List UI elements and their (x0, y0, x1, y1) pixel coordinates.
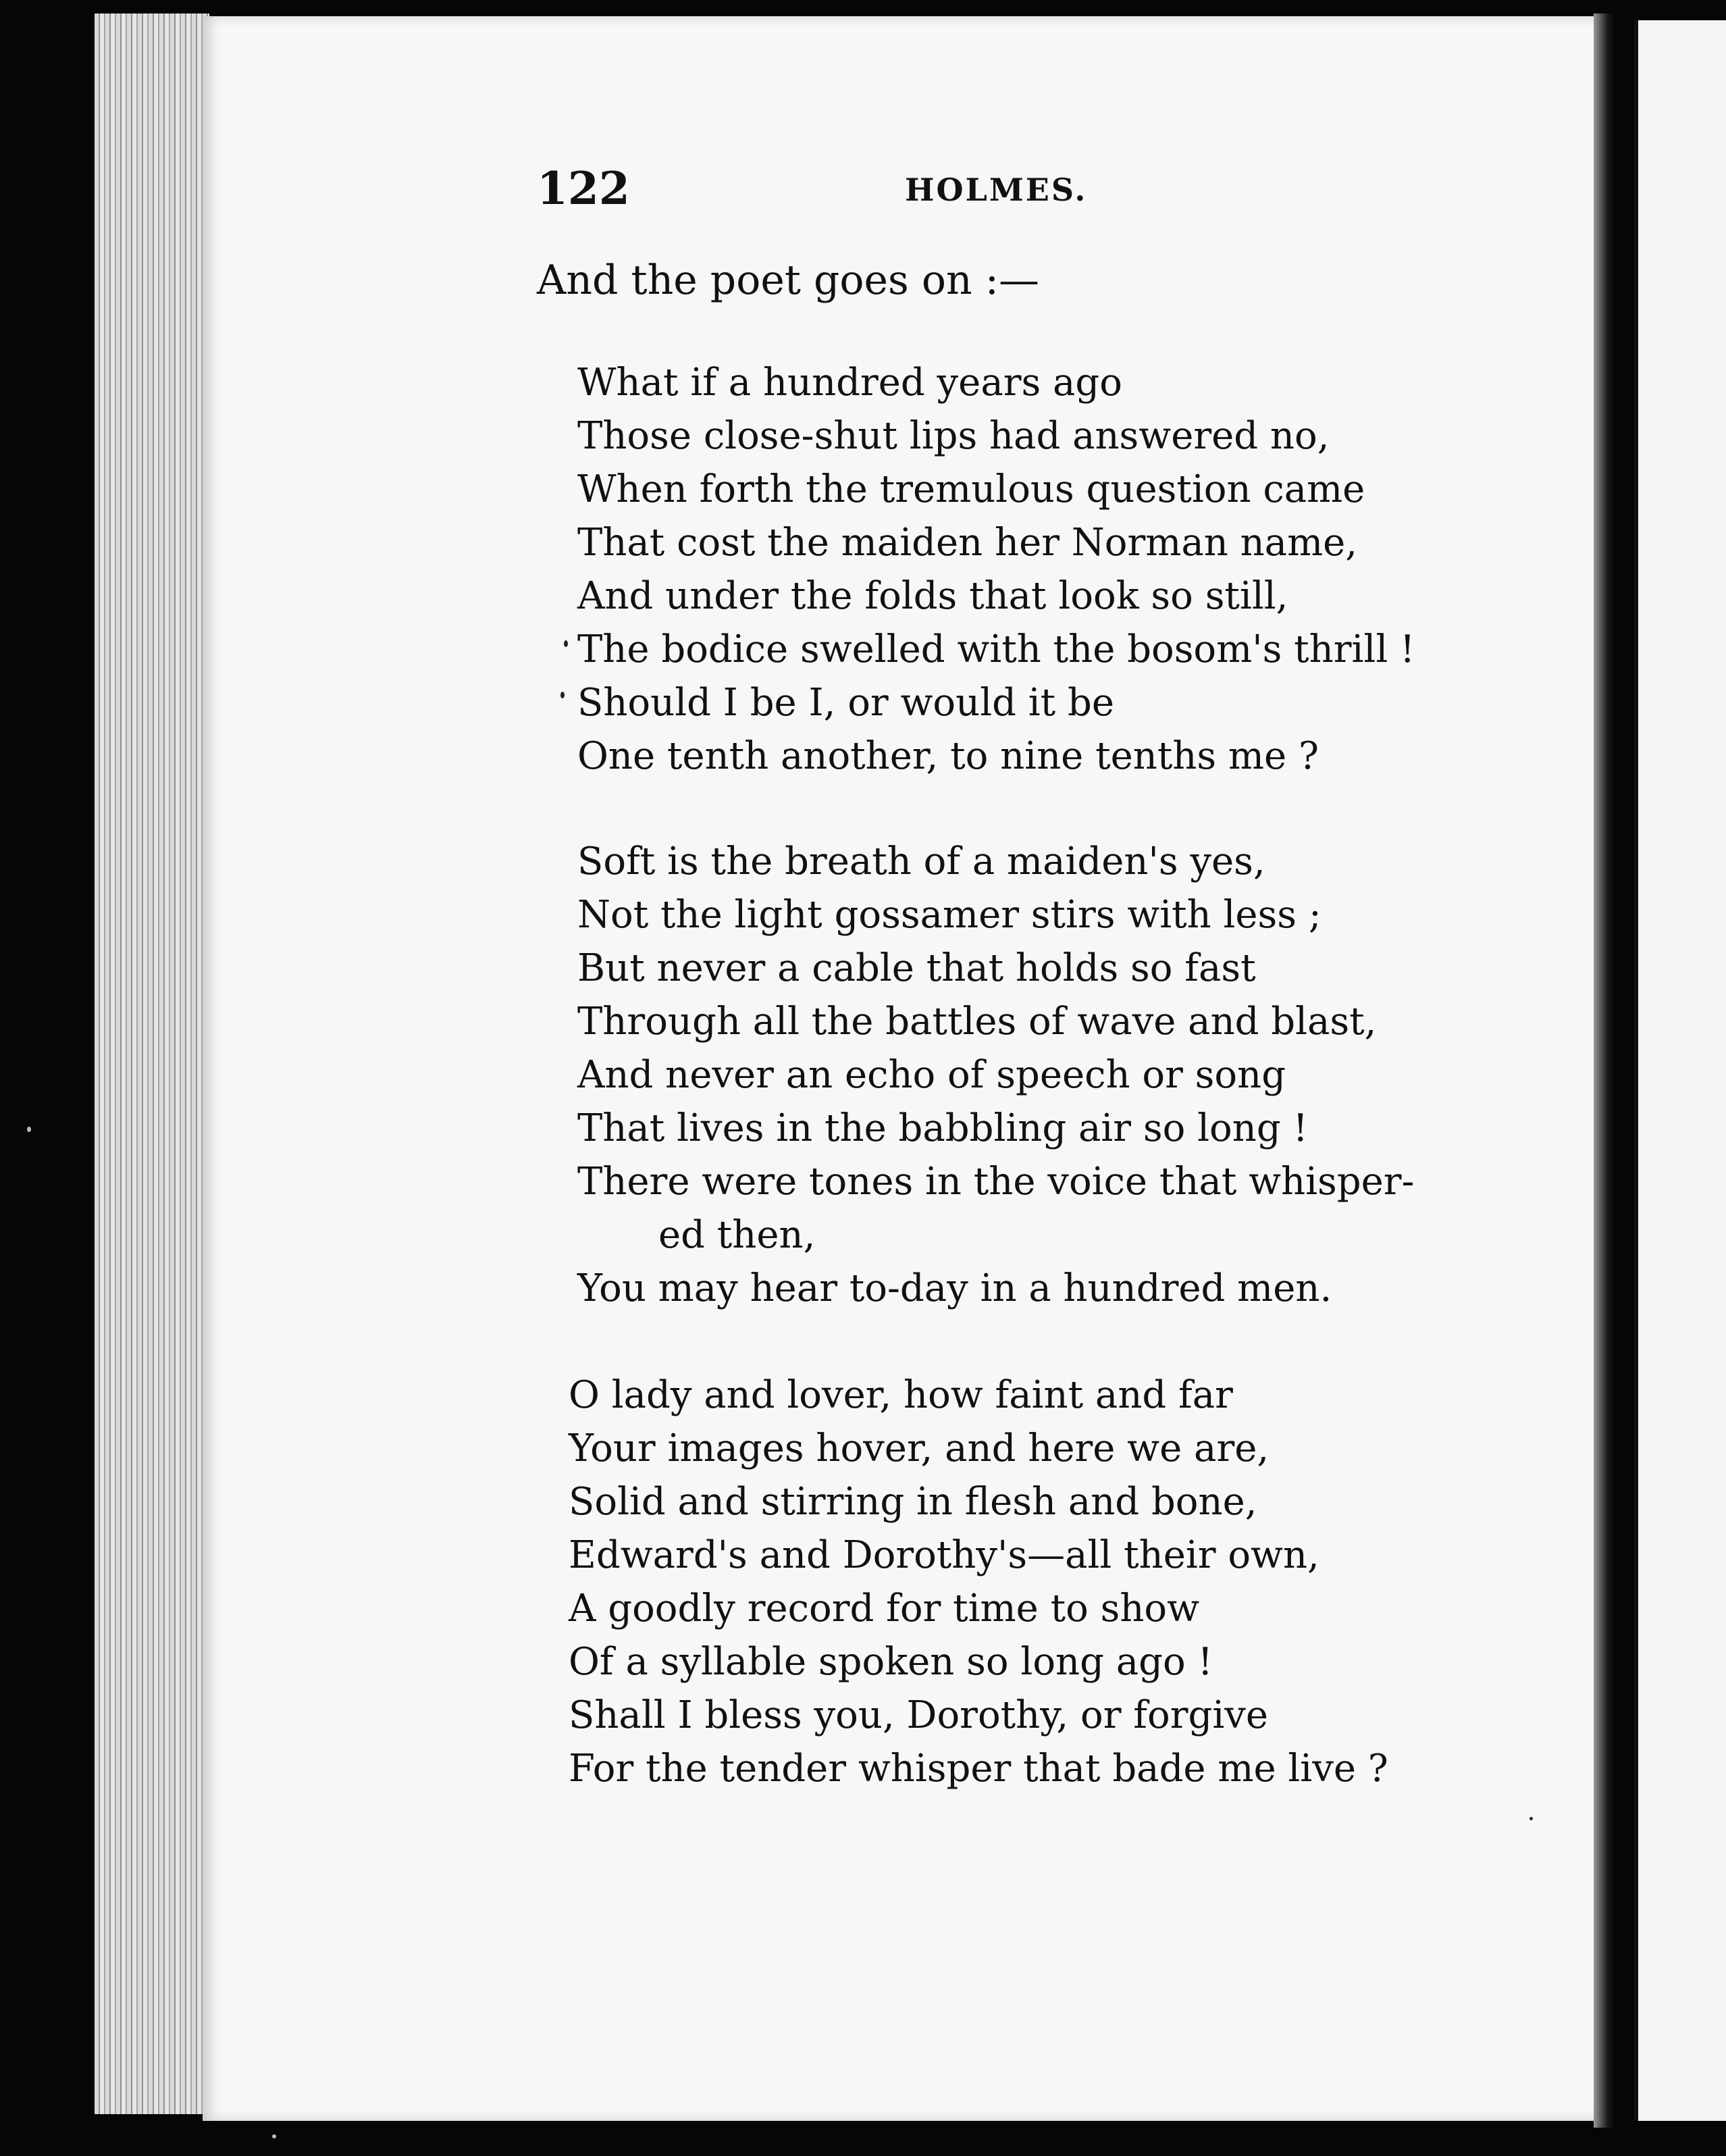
intro-line: And the poet goes on :— (537, 257, 1039, 304)
poem-line: When forth the tremulous question came (577, 467, 1365, 511)
poem-line: O lady and lover, how faint and far (569, 1373, 1233, 1417)
poem-line: That lives in the babbling air so long ! (577, 1106, 1308, 1150)
poem-line: But never a cable that holds so fast (577, 946, 1256, 990)
poem-line: The bodice swelled with the bosom's thrill ! (577, 627, 1415, 671)
poem-line-continuation: ed then, (658, 1213, 816, 1257)
poem-line: Of a syllable spoken so long ago ! (569, 1640, 1213, 1684)
poem-line: Shall I bless you, Dorothy, or forgive (569, 1693, 1269, 1737)
poem-line: Your images hover, and here we are, (569, 1427, 1270, 1470)
stanza-1 (577, 356, 1415, 783)
poem-line: A goodly record for time to show (569, 1587, 1200, 1631)
poem-line: You may hear to-day in a hundred men. (577, 1266, 1332, 1310)
scan-speck (272, 2134, 276, 2138)
ink-speck (1529, 1817, 1533, 1820)
book-gutter (1594, 14, 1617, 2128)
poem-line: Edward's and Dorothy's—all their own, (569, 1533, 1319, 1577)
poem-line: Through all the battles of wave and blast, (577, 1000, 1377, 1044)
poem-line: Not the light gossamer stirs with less ; (577, 893, 1322, 937)
stanza-3 (569, 1368, 1388, 1795)
page-number: 122 (537, 162, 630, 215)
stanza-2 (577, 835, 1414, 1315)
scan-speck (27, 1127, 31, 1132)
ink-speck (564, 640, 568, 647)
page-edges (95, 14, 209, 2114)
poem-line: For the tender whisper that bade me live ? (569, 1747, 1388, 1791)
page-header (537, 162, 1088, 223)
poem-line: One tenth another, to nine tenths me ? (577, 734, 1319, 778)
poem-line: And never an echo of speech or song (577, 1053, 1286, 1097)
poem-line: That cost the maiden her Norman name, (577, 521, 1358, 565)
ink-speck (560, 692, 565, 698)
poem-line: There were tones in the voice that whisper- (577, 1160, 1415, 1204)
facing-page-edge (1634, 20, 1726, 2121)
poem-line: What if a hundred years ago (577, 361, 1122, 405)
poem-line: And under the folds that look so still, (577, 574, 1288, 618)
running-head: HOLMES. (905, 172, 1088, 208)
poem-line: Solid and stirring in flesh and bone, (569, 1480, 1257, 1524)
poem-line: Should I be I, or would it be (577, 681, 1114, 725)
poem-line: Those close-shut lips had answered no, (577, 414, 1330, 458)
poem-line: Soft is the breath of a maiden's yes, (577, 840, 1265, 883)
